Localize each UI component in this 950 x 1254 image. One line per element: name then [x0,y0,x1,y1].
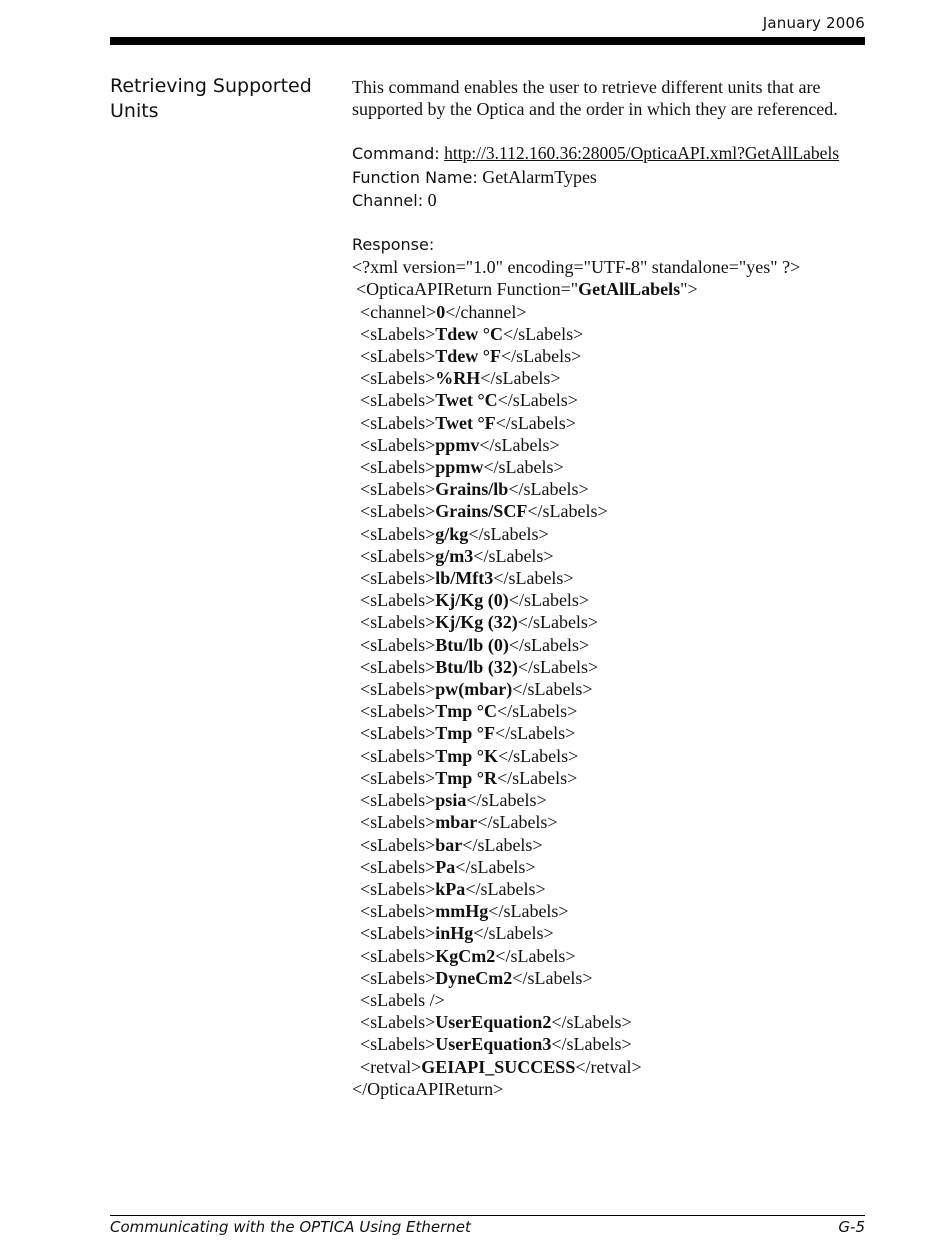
xml-label-open-tag: <sLabels> [360,701,436,722]
xml-label-value: ppmw [435,457,484,478]
xml-label-value: ppmv [435,434,480,455]
xml-label-line [352,1011,872,1033]
xml-label-line [352,656,872,678]
xml-label-open-tag: <sLabels> [360,1012,436,1033]
xml-label-close-tag: </sLabels> [508,590,590,611]
xml-retval-line [352,1056,872,1078]
xml-label-value: Tdew °C [435,323,503,344]
header-rule [110,37,865,45]
xml-label-value: Twet °C [435,390,498,411]
xml-label-open-tag: <sLabels> [360,590,436,611]
xml-channel-open: <channel> [360,301,437,322]
xml-label-value: DyneCm2 [435,967,513,988]
xml-label-open-tag: <sLabels> [360,612,436,633]
xml-label-line [352,367,872,389]
xml-channel-close: </channel> [445,301,527,322]
xml-label-open-tag: <sLabels> [360,346,436,367]
xml-channel-line [352,301,872,323]
xml-retval-open: <retval> [360,1056,422,1077]
xml-declaration: <?xml version="1.0" encoding="UTF-8" standalone="yes" ?> [352,257,801,278]
xml-channel-value: 0 [436,301,446,322]
xml-label-value: Kj/Kg (0) [435,590,509,611]
channel-label: Channel: [352,190,424,210]
xml-label-open-tag: <sLabels> [360,767,436,788]
footer-page-number: G-5 [838,1218,865,1236]
xml-label-line [352,1033,872,1055]
xml-label-line [352,922,872,944]
xml-retval-close: </retval> [575,1056,642,1077]
xml-label-open-tag: <sLabels> [360,856,436,877]
xml-label-close-tag: </sLabels> [512,967,593,988]
xml-label-close-tag: </sLabels> [497,390,578,411]
xml-label-close-tag: </sLabels> [473,545,554,566]
xml-label-value: Grains/lb [435,479,509,500]
xml-label-value: kPa [435,878,466,899]
header-date: January 2006 [762,14,865,32]
xml-label-open-tag: <sLabels> [360,434,436,455]
xml-label-open-tag: <sLabels> [360,568,436,589]
xml-label-line [352,500,872,522]
xml-label-line [352,589,872,611]
xml-label-open-tag: <sLabels> [360,457,436,478]
xml-label-close-tag: </sLabels> [455,856,536,877]
xml-label-open-tag: <sLabels> [360,923,436,944]
xml-label-line [352,856,872,878]
xml-label-value: Btu/lb (0) [435,634,509,655]
xml-label-close-tag: </sLabels> [466,790,547,811]
xml-label-open-tag: <sLabels> [360,390,436,411]
xml-label-close-tag: </sLabels> [517,612,599,633]
footer-title: Communicating with the OPTICA Using Ethernet [110,1218,471,1236]
xml-root-function: GetAllLabels [578,279,681,300]
xml-label-value: Btu/lb (32) [435,656,518,677]
xml-label-open-tag: <sLabels> [360,634,436,655]
xml-label-open-tag: <sLabels> [360,745,436,766]
xml-label-line [352,878,872,900]
response-label: Response: [352,235,435,255]
xml-label-line [352,545,872,567]
xml-label-line [352,345,872,367]
xml-label-line [352,478,872,500]
command-label: Command: [352,144,440,164]
main-content [352,76,872,1100]
section-heading [110,74,320,124]
xml-label-close-tag: </sLabels> [495,412,576,433]
xml-label-open-tag: <sLabels> [360,656,436,677]
xml-label-value: UserEquation2 [435,1012,552,1033]
xml-label-value: %RH [435,368,481,389]
xml-label-value: Pa [435,856,456,877]
xml-label-open-tag: <sLabels> [360,945,436,966]
xml-label-open-tag: <sLabels> [360,545,436,566]
xml-label-value: Tmp °F [435,723,496,744]
intro-line-2: supported by the Optica and the order in which they are referenced. [352,99,838,120]
xml-label-close-tag: </sLabels> [465,878,546,899]
xml-label-line [352,811,872,833]
xml-label-close-tag: </sLabels> [493,568,574,589]
xml-labels-after-list [352,1011,872,1055]
xml-label-open-tag: <sLabels> [360,1034,436,1055]
xml-label-open-tag: <sLabels> [360,812,436,833]
xml-label-line [352,456,872,478]
xml-label-line [352,323,872,345]
function-name-row [352,166,872,189]
xml-retval-value: GEIAPI_SUCCESS [421,1056,576,1077]
xml-label-value: mbar [435,812,478,833]
xml-label-close-tag: </sLabels> [480,368,561,389]
xml-label-line [352,767,872,789]
xml-label-close-tag: </sLabels> [512,679,593,700]
xml-label-open-tag: <sLabels> [360,878,436,899]
section-heading-line2: Units [110,100,159,122]
command-block [352,142,872,212]
xml-label-value: Tmp °C [435,701,498,722]
xml-label-line [352,678,872,700]
xml-root-close: </OpticaAPIReturn> [352,1078,504,1099]
xml-label-close-tag: </sLabels> [551,1034,632,1055]
xml-label-value: mmHg [435,901,489,922]
xml-label-close-tag: </sLabels> [508,634,590,655]
command-row [352,142,872,165]
xml-label-close-tag: </sLabels> [517,656,599,677]
xml-label-open-tag: <sLabels> [360,523,436,544]
xml-label-close-tag: </sLabels> [477,812,558,833]
channel-row [352,189,872,212]
xml-label-value: inHg [435,923,474,944]
xml-label-open-tag: <sLabels> [360,723,436,744]
xml-label-line [352,834,872,856]
intro-paragraph [352,76,872,120]
xml-label-line [352,789,872,811]
xml-label-close-tag: </sLabels> [551,1012,632,1033]
xml-label-close-tag: </sLabels> [527,501,608,522]
xml-label-close-tag: </sLabels> [497,767,578,788]
xml-label-value: g/m3 [435,545,474,566]
section-heading-line1: Retrieving Supported [110,75,312,97]
function-name-label: Function Name: [352,167,478,187]
xml-label-value: pw(mbar) [435,679,513,700]
xml-label-value: Tdew °F [435,346,501,367]
xml-label-close-tag: </sLabels> [473,923,554,944]
xml-label-value: UserEquation3 [435,1034,552,1055]
xml-label-line [352,434,872,456]
xml-label-line [352,523,872,545]
xml-label-value: lb/Mft3 [435,568,494,589]
footer-rule [110,1215,865,1216]
xml-root-open-post: "> [680,279,698,300]
xml-label-close-tag: </sLabels> [497,701,578,722]
xml-label-value: Grains/SCF [435,501,528,522]
xml-label-close-tag: </sLabels> [498,745,579,766]
xml-label-close-tag: </sLabels> [483,457,564,478]
xml-label-open-tag: <sLabels> [360,368,436,389]
xml-label-open-tag: <sLabels> [360,501,436,522]
xml-label-value: Twet °F [435,412,496,433]
xml-label-value: g/kg [435,523,469,544]
xml-label-value: Tmp °R [435,767,498,788]
xml-label-close-tag: </sLabels> [488,901,569,922]
xml-label-open-tag: <sLabels> [360,479,436,500]
xml-label-line [352,722,872,744]
xml-empty-label: <sLabels /> [360,989,445,1010]
xml-label-close-tag: </sLabels> [503,323,584,344]
xml-label-close-tag: </sLabels> [495,723,576,744]
xml-label-close-tag: </sLabels> [479,434,560,455]
xml-root-open-pre: <OpticaAPIReturn Function=" [356,279,579,300]
xml-label-open-tag: <sLabels> [360,790,436,811]
xml-label-line [352,900,872,922]
xml-label-open-tag: <sLabels> [360,901,436,922]
xml-label-close-tag: </sLabels> [508,479,589,500]
xml-label-line [352,700,872,722]
xml-label-line [352,967,872,989]
xml-label-value: KgCm2 [435,945,496,966]
response-block [352,234,872,1100]
xml-label-open-tag: <sLabels> [360,323,436,344]
xml-label-line [352,945,872,967]
channel-value: 0 [427,189,437,210]
xml-label-close-tag: </sLabels> [462,834,543,855]
xml-label-close-tag: </sLabels> [468,523,549,544]
xml-label-line [352,412,872,434]
xml-label-value: Tmp °K [435,745,499,766]
xml-label-close-tag: </sLabels> [495,945,576,966]
xml-label-value: psia [435,790,467,811]
xml-root-open [352,278,872,300]
xml-label-open-tag: <sLabels> [360,967,436,988]
command-url-link[interactable]: http://3.112.160.36:28005/OpticaAPI.xml?GetAllLabels [444,143,840,164]
xml-label-close-tag: </sLabels> [501,346,582,367]
function-name-value: GetAlarmTypes [482,166,597,187]
xml-label-value: Kj/Kg (32) [435,612,518,633]
xml-label-open-tag: <sLabels> [360,412,436,433]
xml-label-open-tag: <sLabels> [360,679,436,700]
xml-labels-list [352,323,872,989]
xml-label-open-tag: <sLabels> [360,834,436,855]
xml-label-line [352,567,872,589]
intro-line-1: This command enables the user to retrieve different units that are [352,77,821,97]
xml-label-line [352,634,872,656]
xml-label-line [352,389,872,411]
xml-label-line [352,611,872,633]
xml-label-value: bar [435,834,463,855]
xml-label-line [352,745,872,767]
